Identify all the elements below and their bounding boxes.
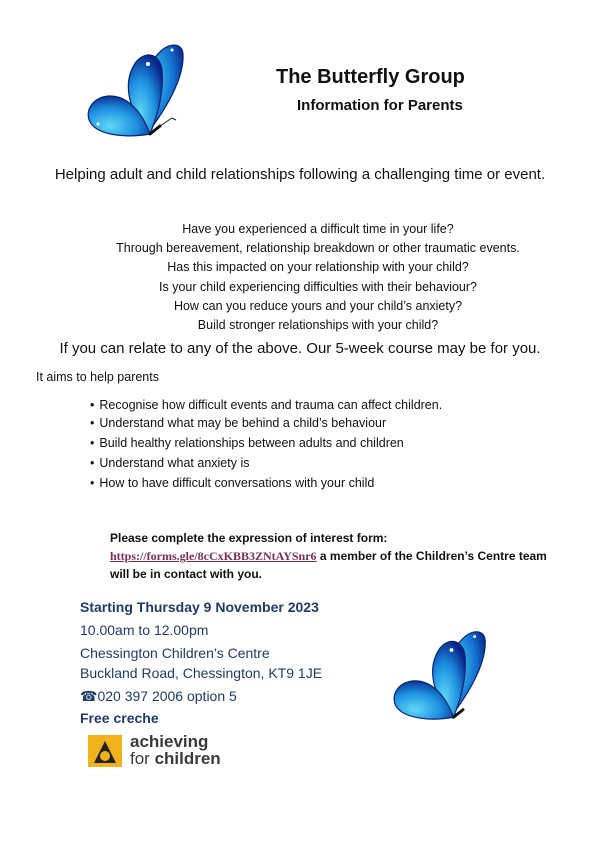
form-after-link: a member of the Children’s Centre team [316, 549, 547, 563]
form-intro: Please complete the expression of interest form: [110, 531, 388, 545]
aims-list [90, 398, 442, 490]
relate-statement: If you can relate to any of the above. Our 5-week course may be for you. [59, 340, 541, 357]
question-line: Build stronger relationships with your child? [197, 318, 439, 333]
phone-line [80, 688, 237, 705]
achieving-for-children-logo-icon [88, 735, 122, 767]
start-date: Starting Thursday 9 November 2023 [80, 599, 319, 615]
tagline: Helping adult and child relationships following a challenging time or event. [54, 166, 546, 183]
session-time: 10.00am to 12.00pm [80, 622, 209, 638]
form-link[interactable]: https://forms.gle/8cCxKBB3ZNtAYSnr6 [110, 549, 317, 563]
page-subtitle: Information for Parents [297, 97, 463, 114]
question-line: Through bereavement, relationship breakdown or other traumatic events. [116, 241, 520, 256]
logo-for: for [130, 749, 155, 768]
logo-children: children [154, 749, 221, 768]
page-title: The Butterfly Group [276, 66, 465, 88]
list-item: • Understand what anxiety is [90, 456, 442, 476]
aims-intro: It aims to help parents [36, 370, 159, 384]
logo-wordmark [130, 733, 221, 767]
logo-line-2 [130, 750, 221, 767]
venue-address: Buckland Road, Chessington, KT9 1JE [80, 665, 323, 681]
creche-note: Free creche [80, 710, 159, 726]
question-line: How can you reduce yours and your child’s anxiety? [173, 298, 463, 313]
butterfly-small-icon [390, 626, 490, 724]
question-line: Is your child experiencing difficulties with their behaviour? [159, 279, 477, 294]
list-item: • Recognise how difficult events and trauma can affect children. [90, 398, 442, 416]
list-item: • How to have difficult conversations with your child [90, 476, 442, 490]
phone-number[interactable]: 020 397 2006 option 5 [97, 688, 237, 704]
list-item: • Understand what may be behind a child’s behaviour [90, 416, 442, 436]
venue-name: Chessington Children’s Centre [80, 645, 270, 661]
form-link-line [110, 547, 580, 565]
butterfly-large-icon [84, 40, 188, 140]
form-contact-line: will be in contact with you. [110, 567, 263, 581]
questions-block [0, 220, 600, 335]
question-line: Has this impacted on your relationship with your child? [167, 260, 469, 275]
list-item: • Build healthy relationships between adults and children [90, 436, 442, 456]
question-line: Have you experienced a difficult time in your life? [182, 222, 454, 236]
logo-line-1: achieving [130, 732, 209, 751]
expression-of-interest [110, 529, 580, 583]
phone-icon: ☎ [80, 688, 98, 704]
